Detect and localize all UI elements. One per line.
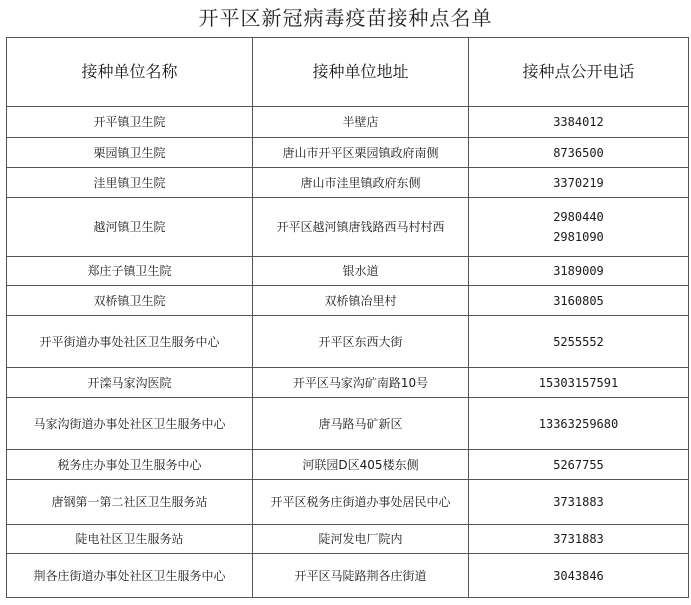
table-row — [7, 138, 689, 168]
table-row — [7, 198, 689, 257]
phone-number: 15303157591 — [538, 375, 619, 390]
unit-name-cell: 开平镇卫生院 — [7, 107, 253, 138]
phone-cell — [469, 368, 689, 398]
unit-name-cell: 唐钢第一第二社区卫生服务站 — [7, 480, 253, 525]
table-row — [7, 257, 689, 286]
phone-cell — [469, 525, 689, 554]
phone-cell — [469, 257, 689, 286]
phone-number: 3384012 — [553, 115, 604, 129]
phone-cell — [469, 450, 689, 480]
table-row — [7, 525, 689, 554]
unit-name-cell: 荆各庄街道办事处社区卫生服务中心 — [7, 554, 253, 598]
phone-cell — [469, 480, 689, 525]
phone-number: 8736500 — [553, 145, 604, 160]
table-row — [7, 398, 689, 450]
phone-cell — [469, 286, 689, 316]
phone-cell — [469, 107, 689, 138]
unit-address-cell: 唐山市开平区栗园镇政府南侧 — [253, 138, 469, 168]
phone-cell — [469, 398, 689, 450]
unit-name-cell: 开滦马家沟医院 — [7, 368, 253, 398]
phone-cell — [469, 316, 689, 368]
header-unit-name: 接种单位名称 — [7, 38, 253, 107]
table-row — [7, 480, 689, 525]
phone-cell — [469, 168, 689, 198]
table-row — [7, 316, 689, 368]
phone-number: 5267755 — [553, 457, 604, 472]
phone-cell — [469, 198, 689, 257]
phone-number: 3370219 — [553, 175, 604, 190]
unit-name-cell: 郑庄子镇卫生院 — [7, 257, 253, 286]
phone-number: 13363259680 — [538, 416, 619, 431]
phone-number: 3043846 — [553, 568, 604, 583]
unit-address-cell: 银水道 — [253, 257, 469, 286]
page-title: 开平区新冠病毒疫苗接种点名单 — [198, 6, 493, 30]
phone-number: 3731883 — [553, 532, 604, 546]
header-unit-address: 接种单位地址 — [253, 38, 469, 107]
table-row — [7, 554, 689, 598]
unit-address-cell: 河联园D区405楼东侧 — [253, 450, 469, 480]
table-row — [7, 286, 689, 316]
table-row — [7, 168, 689, 198]
unit-address-cell: 双桥镇冶里村 — [253, 286, 469, 316]
table-row — [7, 368, 689, 398]
phone-number: 3160805 — [553, 293, 604, 308]
unit-address-cell: 开平区越河镇唐钱路西马村村西 — [253, 198, 469, 257]
phone-cell — [469, 554, 689, 598]
unit-address-cell: 唐马路马矿新区 — [253, 398, 469, 450]
phone-number: 2980440 — [553, 210, 604, 224]
unit-name-cell: 马家沟街道办事处社区卫生服务中心 — [7, 398, 253, 450]
table-row — [7, 450, 689, 480]
unit-name-cell: 越河镇卫生院 — [7, 198, 253, 257]
table-row — [7, 107, 689, 138]
unit-address-cell: 开平区马陡路荆各庄街道 — [253, 554, 469, 598]
unit-name-cell: 栗园镇卫生院 — [7, 138, 253, 168]
unit-address-cell: 唐山市洼里镇政府东侧 — [253, 168, 469, 198]
unit-address-cell: 开平区马家沟矿南路10号 — [253, 368, 469, 398]
phone-number: 3731883 — [553, 495, 604, 509]
unit-name-cell: 税务庄办事处卫生服务中心 — [7, 450, 253, 480]
phone-number: 2981090 — [553, 230, 604, 244]
unit-name-cell: 开平街道办事处社区卫生服务中心 — [7, 316, 253, 368]
unit-name-cell: 洼里镇卫生院 — [7, 168, 253, 198]
vaccination-sites-table — [6, 37, 689, 598]
phone-number: 5255552 — [553, 334, 604, 349]
unit-name-cell: 双桥镇卫生院 — [7, 286, 253, 316]
unit-address-cell: 开平区东西大街 — [253, 316, 469, 368]
phone-cell — [469, 138, 689, 168]
unit-address-cell: 半壁店 — [253, 107, 469, 138]
table-header-row — [7, 38, 689, 107]
header-public-phone: 接种点公开电话 — [469, 38, 689, 107]
unit-address-cell: 陡河发电厂院内 — [253, 525, 469, 554]
phone-number: 3189009 — [553, 264, 604, 278]
unit-name-cell: 陡电社区卫生服务站 — [7, 525, 253, 554]
unit-address-cell: 开平区税务庄街道办事处居民中心 — [253, 480, 469, 525]
